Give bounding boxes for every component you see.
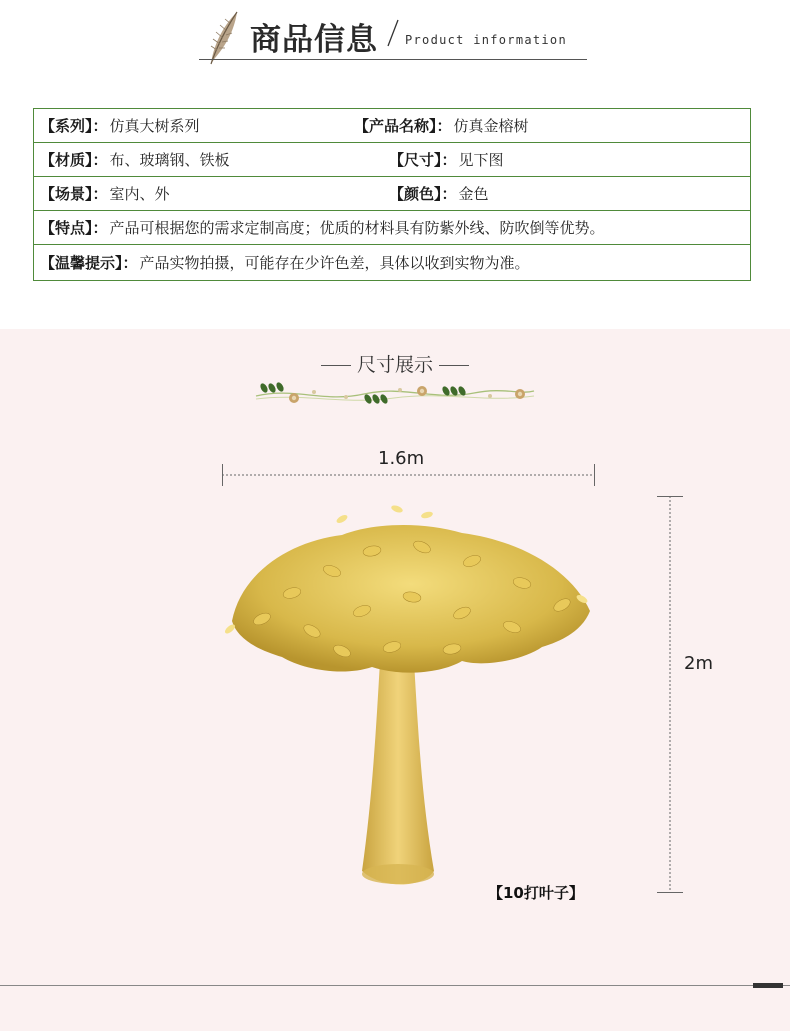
spec-label: 【场景】： [40, 185, 108, 203]
spec-cell [40, 177, 170, 210]
spec-value: 产品可根据您的需求定制高度；优质的材料具有防紫外线、防吹倒等优势。 [109, 219, 605, 237]
spec-label: 【特点】： [40, 219, 108, 237]
size-display-section [0, 329, 790, 1031]
page-subtitle: Product information [405, 33, 567, 47]
height-dimension-line [655, 496, 685, 893]
footer-divider [0, 985, 790, 986]
spec-cell [40, 211, 605, 244]
spec-value: 金色 [458, 185, 489, 203]
spec-cell [40, 143, 230, 176]
title-dash-left [321, 365, 351, 366]
width-label: 1.6m [378, 448, 425, 469]
header-underline [199, 59, 587, 60]
spec-cell [40, 109, 200, 142]
spec-label: 【材质】： [40, 151, 108, 169]
section-title: 尺寸展示 [356, 354, 433, 376]
spec-row-tip [34, 245, 750, 280]
spec-value: 见下图 [458, 151, 504, 169]
product-info-header [0, 0, 790, 80]
spec-row-material [34, 143, 750, 177]
title-slash [386, 18, 400, 48]
spec-value: 产品实物拍摄，可能存在少许色差，具体以收到实物为准。 [139, 254, 530, 272]
section-title-wrap [0, 350, 790, 377]
spec-row-series [34, 109, 750, 143]
spec-label: 【颜色】： [389, 185, 457, 203]
spec-cell [40, 245, 530, 280]
spec-value: 布、玻璃钢、铁板 [109, 151, 230, 169]
spec-cell [389, 177, 489, 210]
golden-banyan-tree-image [222, 501, 594, 896]
spec-row-features [34, 211, 750, 245]
spec-value: 仿真金榕树 [453, 117, 529, 135]
footer-mark [753, 983, 783, 988]
title-dash-right [439, 365, 469, 366]
height-label: 2m [684, 653, 713, 674]
spec-table [33, 108, 751, 281]
spec-label: 【产品名称】： [354, 117, 452, 135]
vine-divider [254, 379, 536, 409]
spec-cell [354, 109, 529, 142]
spec-value: 仿真大树系列 [109, 117, 200, 135]
spec-label: 【温馨提示】： [40, 254, 138, 272]
spec-label: 【尺寸】： [389, 151, 457, 169]
feather-icon [203, 8, 243, 66]
page-title: 商品信息 [250, 22, 378, 58]
leaf-count-note: 【10打叶子】 [488, 884, 584, 902]
spec-value: 室内、外 [109, 185, 170, 203]
spec-cell [389, 143, 504, 176]
spec-label: 【系列】： [40, 117, 108, 135]
spec-row-scene [34, 177, 750, 211]
